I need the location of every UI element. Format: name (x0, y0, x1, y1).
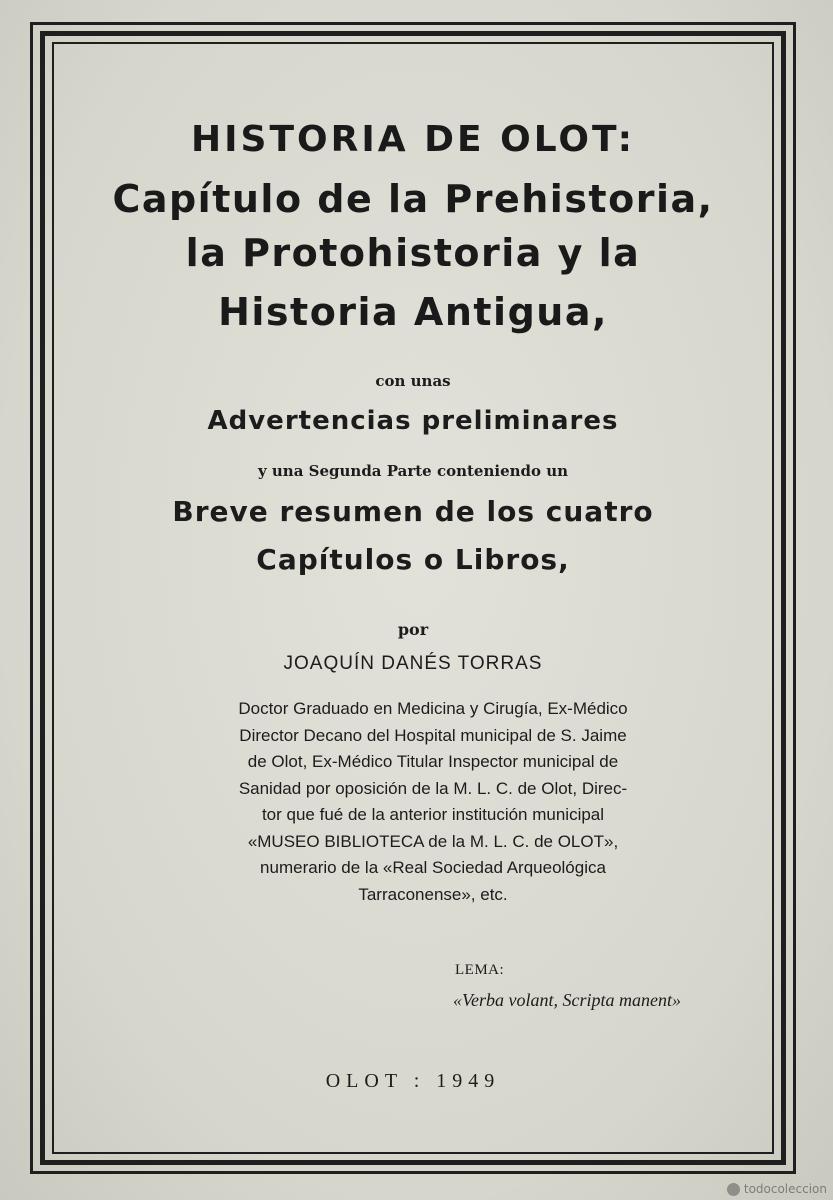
motto-label: LEMA: (455, 962, 505, 978)
bio-line: Director Decano del Hospital municipal de S. Jaime (239, 725, 627, 745)
author-name: JOAQUÍN DANÉS TORRAS (283, 653, 543, 674)
bio-line: tor que fué de la anterior institución municipal (261, 805, 605, 824)
title-line-3: la Protohistoria y la (185, 231, 641, 275)
byline-por: por (397, 620, 429, 639)
watermark-logo-icon (727, 1183, 740, 1196)
bio-line: Doctor Graduado en Medicina y Cirugía, Ex-Médico (238, 699, 628, 718)
subtitle-advertencias: Advertencias preliminares (207, 406, 619, 436)
imprint-place-year: OLOT : 1949 (325, 1070, 501, 1092)
subtitle-segunda-parte: y una Segunda Parte conteniendo un (257, 462, 569, 480)
title-line-1: HISTORIA DE OLOT: (191, 119, 635, 160)
bio-line: Tarraconense», etc. (358, 884, 508, 904)
site-watermark (727, 1182, 827, 1196)
title-line-2: Capítulo de la Prehistoria, (112, 177, 714, 221)
subtitle-con-unas: con unas (375, 372, 451, 390)
bio-line: «MUSEO BIBLIOTECA de la M. L. C. de OLOT», (247, 831, 619, 851)
author-credentials (168, 696, 698, 908)
motto-text: «Verba volant, Scripta manent» (453, 990, 681, 1010)
subtitle-breve-line-1: Breve resumen de los cuatro (172, 495, 654, 528)
title-line-4: Historia Antigua, (218, 290, 608, 334)
bio-line: de Olot, Ex-Médico Titular Inspector municipal de (247, 752, 619, 771)
subtitle-breve-line-2: Capítulos o Libros, (256, 543, 570, 576)
bio-line: numerario de la «Real Sociedad Arqueológica (260, 858, 606, 877)
bio-line: Sanidad por oposición de la M. L. C. de Olot, Direc- (238, 778, 628, 798)
watermark-text: todocoleccion (743, 1182, 827, 1196)
